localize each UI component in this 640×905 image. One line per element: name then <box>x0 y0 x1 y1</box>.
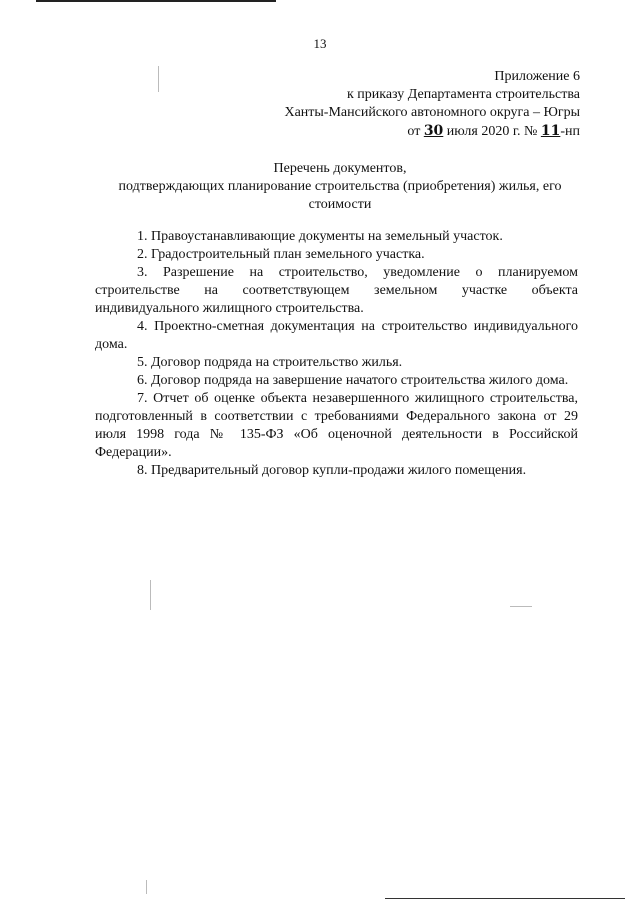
scan-artifact-mark <box>510 606 532 607</box>
scan-edge-line-bottom <box>385 898 625 899</box>
date-prefix: от <box>407 124 421 139</box>
list-item: 6. Договор подряда на завершение начатого строительства жилого дома. <box>137 373 569 388</box>
date-month-year: июля 2020 г. № <box>446 124 538 139</box>
list-item: 7. Отчет об оценке объекта незавершенного жилищного строительства, подготовленный в соответствии с требованиями Федерального закона от 29 июля 1998 года № 135-ФЗ «Об оценочной деятельности в Российской Федерации». <box>95 391 578 460</box>
list-item: 5. Договор подряда на строительство жилья. <box>137 355 403 370</box>
title-line-3: стоимости <box>308 197 372 212</box>
appendix-date-line <box>284 122 580 141</box>
handwritten-order-number: 11 <box>540 123 561 139</box>
list-item: 8. Предварительный договор купли-продажи жилого помещения. <box>137 463 527 478</box>
appendix-order-line: к приказу Департамента строительства <box>346 87 580 102</box>
scan-artifact-mark <box>158 66 159 92</box>
list-item: 3. Разрешение на строительство, уведомление о планируемом строительстве на соответствующем земельном участке объекта индивидуального жилищного строительства. <box>95 265 578 316</box>
scan-artifact-mark <box>146 880 147 894</box>
scan-artifact-mark <box>150 580 151 610</box>
scan-edge-line-top <box>36 0 276 2</box>
handwritten-day: 30 <box>423 123 444 139</box>
document-title <box>95 160 585 214</box>
appendix-region-line: Ханты-Мансийского автономного округа – Югры <box>284 105 580 120</box>
list-item: 1. Правоустанавливающие документы на земельный участок. <box>137 229 503 244</box>
page-number: 13 <box>313 36 327 51</box>
title-line-1: Перечень документов, <box>273 161 407 176</box>
order-suffix: -нп <box>560 124 580 139</box>
appendix-header <box>284 68 580 141</box>
appendix-title: Приложение 6 <box>494 69 580 84</box>
title-line-2: подтверждающих планирование строительства (приобретения) жилья, его <box>118 179 562 194</box>
document-list <box>95 228 578 480</box>
list-item: 2. Градостроительный план земельного участка. <box>137 247 425 262</box>
list-item: 4. Проектно-сметная документация на строительство индивидуального дома. <box>95 319 578 352</box>
